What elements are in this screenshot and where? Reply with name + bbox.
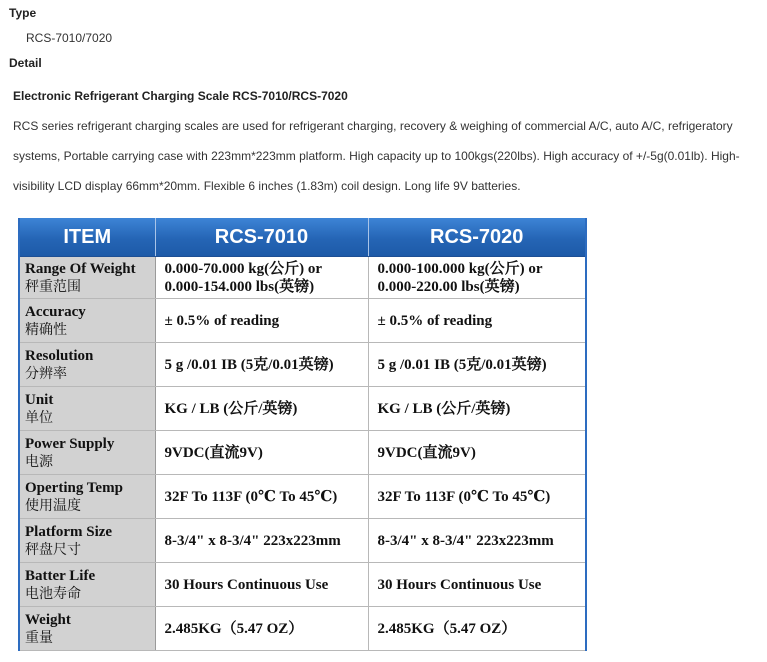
spec-label-cell <box>19 607 155 651</box>
detail-heading: Detail <box>9 56 42 70</box>
spec-row <box>19 257 586 299</box>
spec-value-rcs-7020 <box>368 607 586 651</box>
spec-value-rcs-7020 <box>368 257 586 299</box>
spec-row <box>19 343 586 387</box>
spec-value-line: 5 g /0.01 IB (5克/0.01英镑) <box>164 356 334 373</box>
spec-row <box>19 519 586 563</box>
product-description <box>13 111 761 201</box>
spec-value-line: 9VDC(直流9V) <box>377 444 476 461</box>
spec-label-en: Weight <box>25 611 71 628</box>
spec-value-rcs-7020 <box>368 563 586 607</box>
description-line: RCS series refrigerant charging scales are used for refrigerant charging, recovery & weighing of commercial A/C, auto A/C, refrigeratory <box>13 119 733 133</box>
spec-label-cell <box>19 475 155 519</box>
spec-label-zh: 电源 <box>25 453 53 470</box>
spec-value-rcs-7010 <box>155 299 368 343</box>
spec-value-line: 0.000-220.00 lbs(英镑) <box>377 278 520 295</box>
spec-value-rcs-7010 <box>155 387 368 431</box>
spec-label-zh: 分辨率 <box>25 365 67 382</box>
spec-value-rcs-7020 <box>368 519 586 563</box>
spec-row <box>19 387 586 431</box>
spec-label-zh: 单位 <box>25 409 53 426</box>
spec-row <box>19 431 586 475</box>
spec-label-cell <box>19 519 155 563</box>
spec-row <box>19 563 586 607</box>
spec-value-rcs-7010 <box>155 519 368 563</box>
type-value: RCS-7010/7020 <box>26 31 113 45</box>
spec-value-rcs-7020 <box>368 343 586 387</box>
spec-value-line: 0.000-154.000 lbs(英镑) <box>164 278 315 295</box>
spec-row <box>19 299 586 343</box>
product-title: Electronic Refrigerant Charging Scale RCS-7010/RCS-7020 <box>13 89 348 103</box>
header-rcs-7010: RCS-7010 <box>155 218 368 257</box>
spec-value-rcs-7010 <box>155 343 368 387</box>
spec-value-line: 30 Hours Continuous Use <box>164 576 329 593</box>
spec-value-line: 2.485KG（5.47 OZ） <box>377 620 517 637</box>
spec-label-en: Range Of Weight <box>25 260 136 277</box>
spec-value-rcs-7020 <box>368 475 586 519</box>
spec-value-line: KG / LB (公斤/英镑) <box>164 400 298 417</box>
spec-label-zh: 重量 <box>25 629 53 646</box>
spec-label-cell <box>19 299 155 343</box>
spec-value-line: ± 0.5% of reading <box>164 312 280 329</box>
spec-label-en: Power Supply <box>25 435 115 452</box>
type-heading: Type <box>9 6 37 20</box>
spec-label-cell <box>19 387 155 431</box>
spec-table <box>18 218 587 651</box>
spec-value-line: 9VDC(直流9V) <box>164 444 263 461</box>
spec-label-en: Resolution <box>25 347 94 364</box>
spec-label-zh: 电池寿命 <box>25 585 81 602</box>
spec-value-rcs-7020 <box>368 299 586 343</box>
spec-value-line: 0.000-70.000 kg(公斤) or <box>164 260 322 277</box>
spec-value-rcs-7010 <box>155 257 368 299</box>
spec-label-zh: 秤重范围 <box>25 278 81 295</box>
spec-label-zh: 使用温度 <box>25 497 81 514</box>
description-line: systems, Portable carrying case with 223mm*223mm platform. High capacity up to 100kgs(220lbs). High accuracy of +/-5g(0.01lb). High- <box>13 149 740 163</box>
spec-value-line: 0.000-100.000 kg(公斤) or <box>377 260 543 277</box>
spec-value-rcs-7010 <box>155 431 368 475</box>
description-line: visibility LCD display 66mm*20mm. Flexible 6 inches (1.83m) coil design. Long life 9V batteries. <box>13 179 521 193</box>
spec-label-en: Operting Temp <box>25 479 123 496</box>
spec-label-en: Platform Size <box>25 523 113 540</box>
spec-value-rcs-7010 <box>155 475 368 519</box>
spec-row <box>19 607 586 651</box>
header-rcs-7020: RCS-7020 <box>368 218 586 257</box>
spec-row <box>19 475 586 519</box>
spec-label-cell <box>19 563 155 607</box>
spec-table-header-row <box>19 218 586 257</box>
spec-value-line: 8-3/4" x 8-3/4" 223x223mm <box>377 532 554 549</box>
spec-value-line: 5 g /0.01 IB (5克/0.01英镑) <box>377 356 547 373</box>
spec-value-rcs-7010 <box>155 563 368 607</box>
spec-label-en: Unit <box>25 391 54 408</box>
spec-label-cell <box>19 257 155 299</box>
spec-value-rcs-7020 <box>368 387 586 431</box>
spec-value-line: ± 0.5% of reading <box>377 312 493 329</box>
spec-label-en: Accuracy <box>25 303 86 320</box>
spec-value-line: 2.485KG（5.47 OZ） <box>164 620 304 637</box>
spec-label-zh: 秤盘尺寸 <box>25 541 81 558</box>
spec-label-zh: 精确性 <box>25 321 67 338</box>
spec-label-en: Batter Life <box>25 567 96 584</box>
spec-value-line: 32F To 113F (0℃ To 45℃) <box>164 488 338 505</box>
spec-value-line: 8-3/4" x 8-3/4" 223x223mm <box>164 532 341 549</box>
spec-label-cell <box>19 343 155 387</box>
spec-label-cell <box>19 431 155 475</box>
spec-value-line: 30 Hours Continuous Use <box>377 576 542 593</box>
header-item: ITEM <box>19 218 155 257</box>
spec-value-rcs-7010 <box>155 607 368 651</box>
spec-value-line: 32F To 113F (0℃ To 45℃) <box>377 488 551 505</box>
spec-value-line: KG / LB (公斤/英镑) <box>377 400 511 417</box>
spec-value-rcs-7020 <box>368 431 586 475</box>
